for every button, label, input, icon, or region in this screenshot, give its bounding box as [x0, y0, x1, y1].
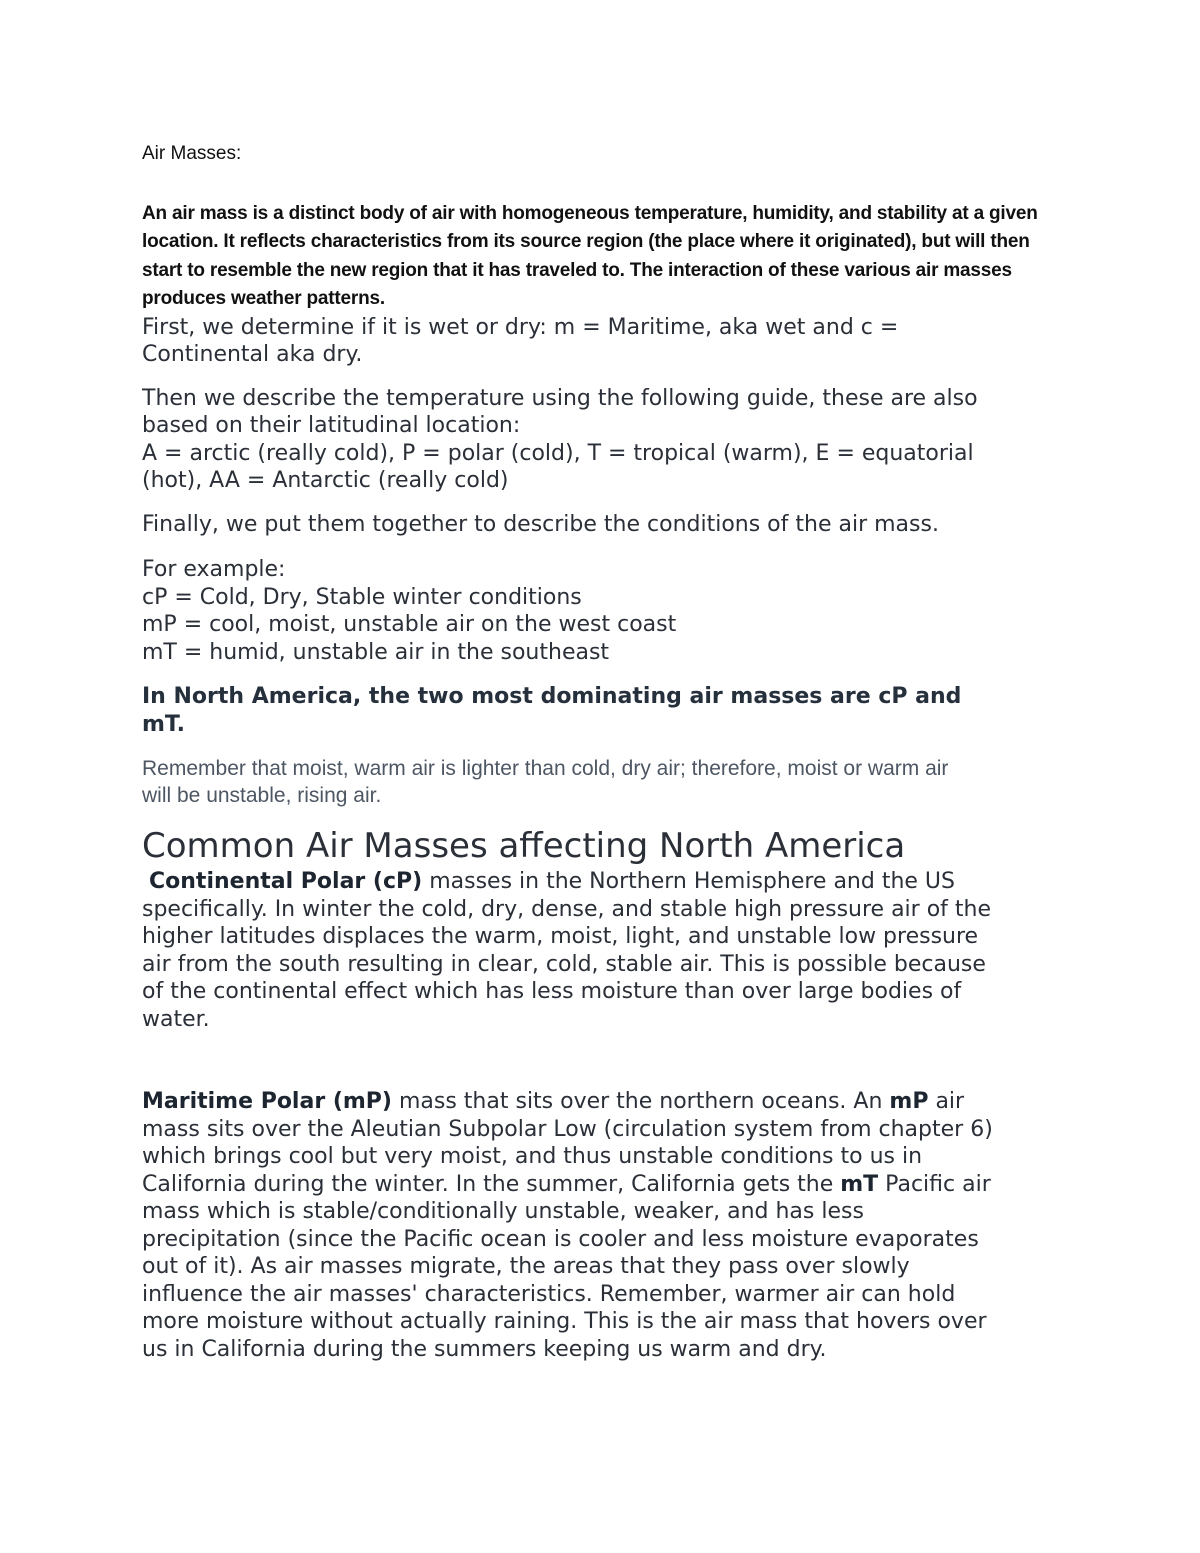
cp-line: water.: [142, 1006, 210, 1032]
temperature-line-4: (hot), AA = Antarctic (really cold): [142, 468, 509, 493]
wet-dry-line-1: First, we determine if it is wet or dry: m = Maritime, aka wet and c =: [142, 314, 899, 340]
mp-line: which brings cool but very moist, and thus unstable conditions to us in: [142, 1144, 923, 1169]
mp-line: out of it). As air masses migrate, the areas that they pass over slowly: [142, 1254, 910, 1279]
cp-line: specifically. In winter the cold, dry, dense, and stable high pressure air of the: [142, 896, 991, 922]
mp-line-1-text: mass that sits over the northern oceans. An: [391, 1089, 890, 1114]
remember-line-1: Remember that moist, warm air is lighter than cold, dry air; therefore, moist or warm air: [142, 757, 949, 780]
example-item: mT = humid, unstable air in the southeast: [142, 639, 610, 665]
dominant-line-1: In North America, the two most dominating air masses are cP and: [142, 684, 962, 709]
remember-note: [142, 755, 1067, 809]
mp-line: mass sits over the Aleutian Subpolar Low (circulation system from chapter 6): [142, 1116, 993, 1142]
mt-abbrev: mT: [840, 1171, 879, 1197]
mp-line-4-text: California during the winter. In the summer, California gets the: [142, 1171, 841, 1197]
temperature-line-2: based on their latitudinal location:: [142, 413, 521, 438]
mp-line-1: [142, 1088, 1067, 1116]
remember-line-2: will be unstable, rising air.: [142, 784, 382, 807]
example-item: mP = cool, moist, unstable air on the west coast: [142, 612, 677, 637]
cp-line: of the continental effect which has less moisture than over large bodies of: [142, 979, 962, 1004]
mp-line-4: [142, 1171, 1067, 1199]
intro-paragraph: An air mass is a distinct body of air with homogeneous temperature, humidity, and stability at a given location. It reflects characteristics from its source region (the place where it originated), but will then start to resemble the new region that it has traveled to. The interaction of these various air masses produces weather patterns.: [142, 202, 1038, 309]
example-paragraph: [142, 556, 1067, 666]
wet-dry-paragraph: [142, 314, 1067, 369]
finally-paragraph: Finally, we put them together to describe the conditions of the air mass.: [142, 511, 939, 537]
mp-term: Maritime Polar (mP): [142, 1089, 392, 1114]
cp-line: higher latitudes displaces the warm, moist, light, and unstable low pressure: [142, 924, 979, 949]
mp-line: us in California during the summers keeping us warm and dry.: [142, 1336, 827, 1362]
mp-line: influence the air masses' characteristics. Remember, warmer air can hold: [142, 1281, 956, 1307]
temperature-line-1: Then we describe the temperature using the following guide, these are also: [142, 385, 978, 411]
document-page: [142, 140, 1067, 1363]
dominant-line-2: mT.: [142, 711, 185, 737]
example-item: cP = Cold, Dry, Stable winter conditions: [142, 584, 582, 610]
cp-line: air from the south resulting in clear, cold, stable air. This is possible because: [142, 951, 986, 977]
mp-line: precipitation (since the Pacific ocean is cooler and less moisture evaporates: [142, 1226, 979, 1252]
mp-line-1-end: air: [928, 1089, 965, 1114]
cp-line-1: [142, 868, 1067, 896]
temperature-line-3: A = arctic (really cold), P = polar (cold), T = tropical (warm), E = equatorial: [142, 440, 974, 466]
mp-line-4-end: Pacific air: [878, 1171, 991, 1197]
cp-term: Continental Polar (cP): [149, 869, 423, 894]
example-intro: For example:: [142, 557, 286, 582]
dominant-air-masses-note: [142, 683, 1067, 738]
continental-polar-paragraph: [142, 868, 1067, 1033]
maritime-polar-paragraph: [142, 1088, 1067, 1363]
wet-dry-line-2: Continental aka dry.: [142, 342, 363, 367]
mp-line: more moisture without actually raining. This is the air mass that hovers over: [142, 1309, 987, 1334]
mp-abbrev: mP: [889, 1089, 929, 1114]
cp-line-1-text: masses in the Northern Hemisphere and the US: [422, 869, 955, 894]
document-title: Air Masses:: [142, 143, 242, 164]
mp-line: mass which is stable/conditionally unstable, weaker, and has less: [142, 1199, 864, 1224]
temperature-paragraph: [142, 385, 1067, 495]
section-heading: Common Air Masses affecting North America: [142, 826, 906, 866]
